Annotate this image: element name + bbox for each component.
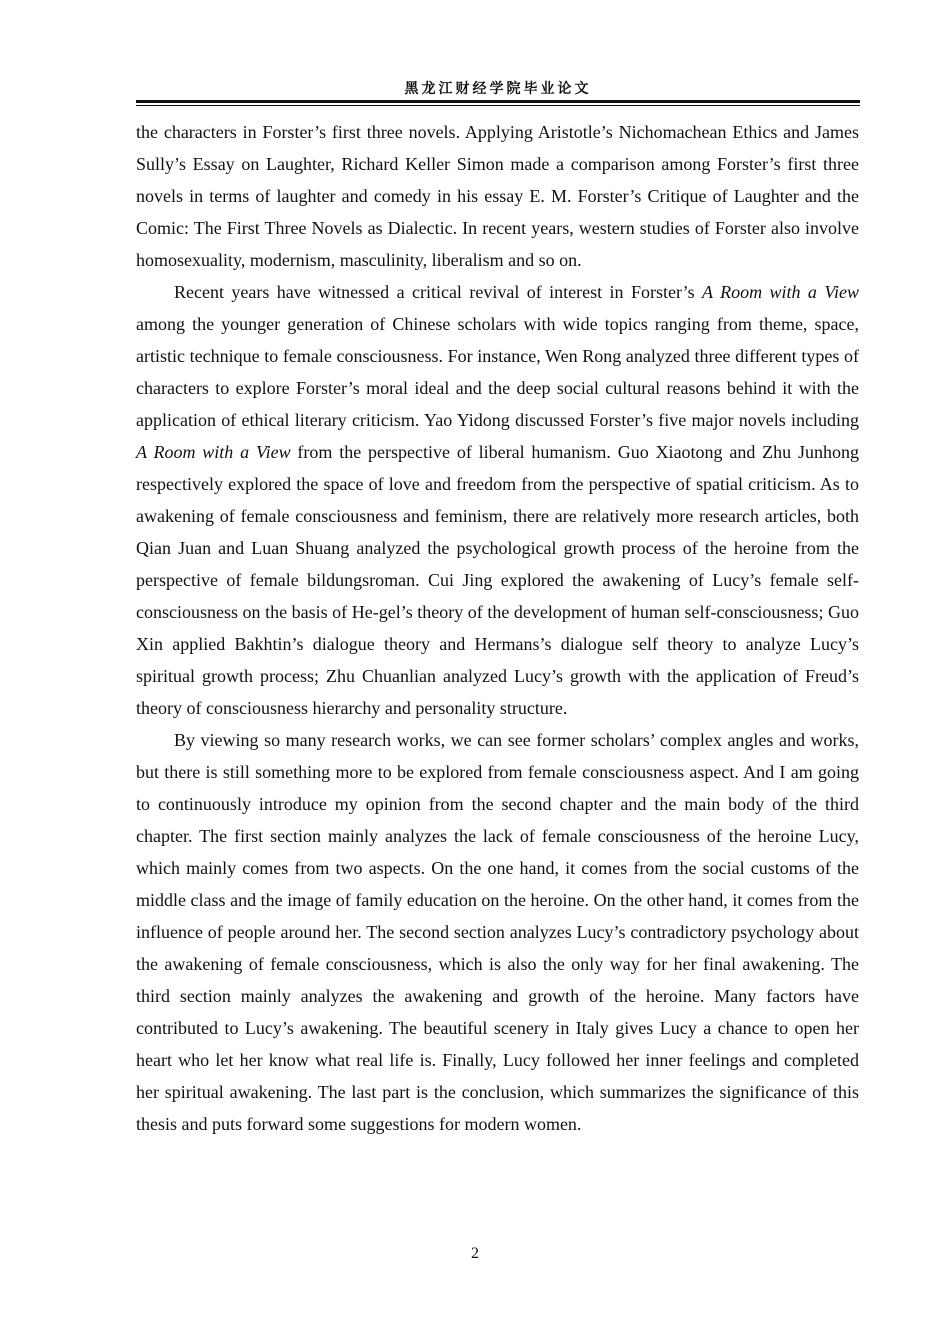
body-text [136, 116, 859, 1140]
paragraph-text-segment: among the younger generation of Chinese scholars with wide topics ranging from theme, space, artistic technique to female consciousness. For instance, Wen Rong analyzed three different types of characters to explore Forster’s moral ideal and the deep social cultural reasons behind it with the application of ethical literary criticism. Yao Yidong discussed Forster’s five major novels including [136, 314, 859, 430]
paragraph-text-segment: from the perspective of liberal humanism. Guo Xiaotong and Zhu Junhong respectively explored the space of love and freedom from the perspective of spatial criticism. As to awakening of female consciousness and feminism, there are relatively more research articles, both Qian Juan and Luan Shuang analyzed the psychological growth process of the heroine from the perspective of female bildungsroman. Cui Jing explored the awakening of Lucy’s female self-consciousness on the basis of He-gel’s theory of the development of human self-consciousness; Guo Xin applied Bakhtin’s dialogue theory and Hermans’s dialogue self theory to analyze Lucy’s spiritual growth process; Zhu Chuanlian analyzed Lucy’s growth with the application of Freud’s theory of consciousness hierarchy and personality structure. [136, 442, 859, 718]
paragraph-thesis-outline: By viewing so many research works, we can see former scholars’ complex angles and works, but there is still something more to be explored from female consciousness aspect. And I am going to continuously introduce my opinion from the second chapter and the main body of the third chapter. The first section mainly analyzes the lack of female consciousness of the heroine Lucy, which mainly comes from two aspects. On the one hand, it comes from the social customs of the middle class and the image of family education on the heroine. On the other hand, it comes from the influence of people around her. The second section analyzes Lucy’s contradictory psychology about the awakening of female consciousness, which is also the only way for her final awakening. The third section mainly analyzes the awakening and growth of the heroine. Many factors have contributed to Lucy’s awakening. The beautiful scenery in Italy gives Lucy a chance to open her heart who let her know what real life is. Finally, Lucy followed her inner feelings and completed her spiritual awakening. The last part is the conclusion, which summarizes the significance of this thesis and puts forward some suggestions for modern women. [136, 730, 859, 1134]
novel-title: A Room with a View [136, 442, 291, 462]
header-rule-thick [136, 100, 860, 103]
page-number: 2 [471, 1245, 479, 1262]
paragraph-text-segment: Recent years have witnessed a critical revival of interest in Forster’s [174, 282, 703, 302]
paragraph-continued: the characters in Forster’s first three novels. Applying Aristotle’s Nichomachean Ethics and James Sully’s Essay on Laughter, Richard Keller Simon made a comparison among Forster’s first three novels in terms of laughter and comedy in his essay E. M. Forster’s Critique of Laughter and the Comic: The First Three Novels as Dialectic. In recent years, western studies of Forster also involve homosexuality, modernism, masculinity, liberalism and so on. [136, 122, 859, 270]
paragraph-chinese-scholarship [136, 276, 859, 724]
header-rule-thin [136, 105, 860, 106]
novel-title: A Room with a View [702, 282, 860, 302]
running-header: 黑龙江财经学院毕业论文 [404, 81, 592, 97]
